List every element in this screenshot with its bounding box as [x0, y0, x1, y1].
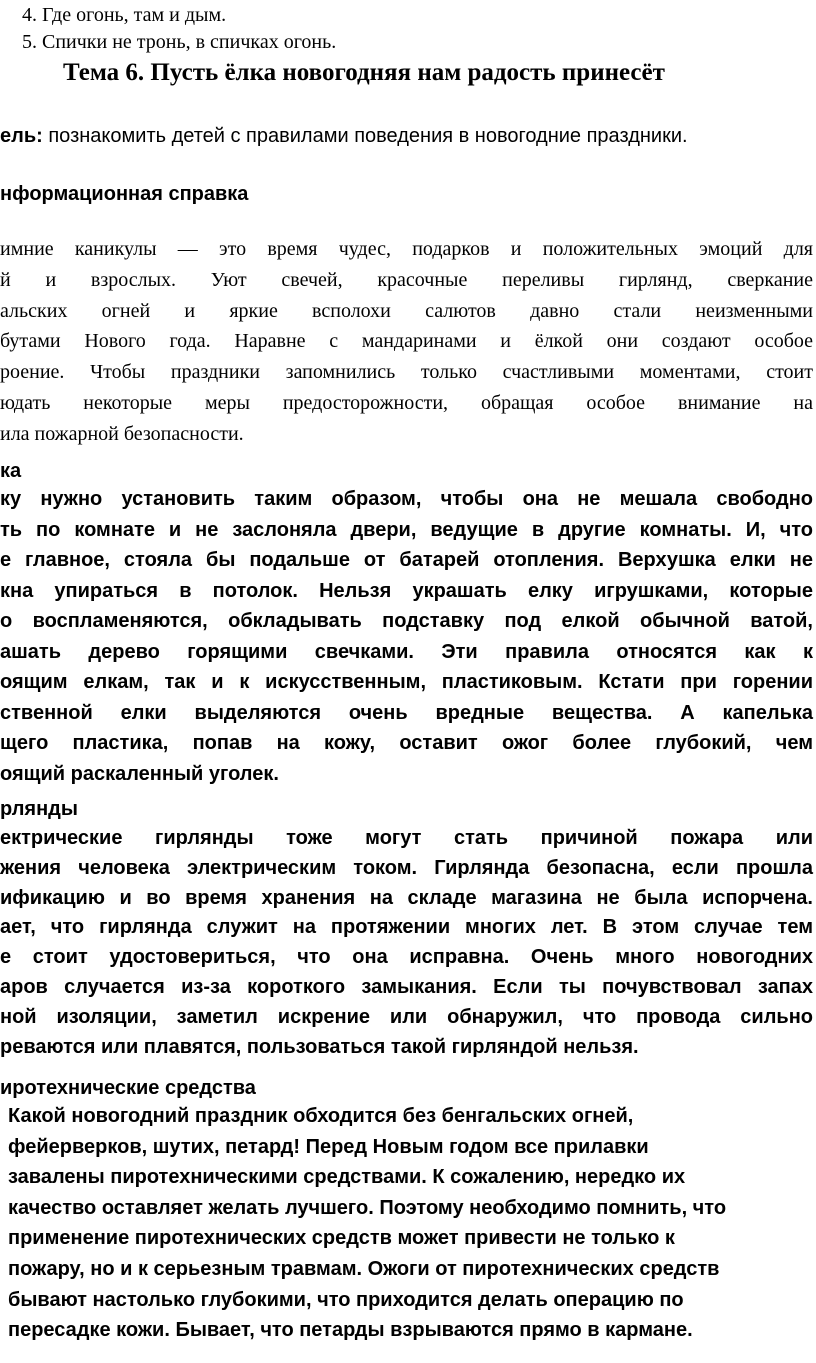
page-title: Тема 6. Пусть ёлка новогодняя нам радость принесёт: [63, 59, 665, 86]
pyro-line: применение пиротехнических средств может привести не только к: [8, 1227, 675, 1250]
list-item-4: 4. Где огонь, там и дым.: [22, 4, 227, 26]
goal-text: познакомить детей с правилами поведения в новогодние праздники.: [42, 125, 688, 147]
pyro-line: завалены пиротехническими средствами. К сожалению, нередко их: [8, 1166, 686, 1189]
section-heading-pyro: иротехнические средства: [0, 1077, 256, 1099]
info-line: роение. Чтобы праздники запомнились только счастливыми моментами, стоит: [0, 361, 813, 384]
garland-line: ификацию и во время хранения на складе магазина не была испорчена.: [0, 886, 813, 909]
tree-line: ку нужно установить таким образом, чтобы она не мешала свободно: [0, 488, 813, 510]
pyro-line: Какой новогодний праздник обходится без бенгальских огней,: [8, 1105, 634, 1127]
tree-line: кна упираться в потолок. Нельзя украшать елку игрушками, которые: [0, 579, 813, 602]
garland-line: реваются или плавятся, пользоваться такой гирляндой нельзя.: [0, 1035, 639, 1058]
tree-line: оящим елкам, так и к искусственным, пластиковым. Кстати при горении: [0, 671, 813, 693]
garland-line: ектрические гирлянды тоже могут стать причиной пожара или: [0, 827, 813, 849]
tree-line: ашать дерево горящими свечками. Эти правила относятся как к: [0, 640, 813, 663]
info-line: юдать некоторые меры предосторожности, обращая особое внимание на: [0, 392, 813, 414]
pyro-line: фейерверков, шутих, петард! Перед Новым годом все прилавки: [8, 1135, 649, 1158]
garland-line: ной изоляции, заметил искрение или обнаружил, что провода сильно: [0, 1005, 813, 1028]
info-line: ила пожарной безопасности.: [0, 422, 244, 445]
info-line: имние каникулы — это время чудес, подарков и положительных эмоций для: [0, 238, 813, 260]
garland-line: е стоит удостовериться, что она исправна. Очень много новогодних: [0, 946, 813, 969]
goal-label: ель:: [0, 125, 43, 147]
section-heading-tree: ка: [0, 460, 22, 482]
pyro-line: пересадке кожи. Бывает, что петарды взрываются прямо в кармане.: [8, 1319, 693, 1342]
tree-line: щего пластика, попав на кожу, оставит ожог более глубокий, чем: [0, 732, 813, 754]
info-line: бутами Нового года. Наравне с мандаринами и ёлкой они создают особое: [0, 330, 813, 353]
info-line: альских огней и яркие всполохи салютов давно стали неизменными: [0, 299, 813, 322]
tree-line: о воспламеняются, обкладывать подставку под елкой обычной ватой,: [0, 610, 813, 632]
garland-line: ает, что гирлянда служит на протяжении многих лет. В этом случае тем: [0, 916, 813, 939]
tree-line: оящий раскаленный уголек.: [0, 762, 279, 785]
list-item-5: 5. Спички не тронь, в спичках огонь.: [22, 31, 337, 53]
pyro-line: пожару, но и к серьезным травмам. Ожоги от пиротехнических средств: [8, 1258, 720, 1280]
info-line: й и взрослых. Уют свечей, красочные переливы гирлянд, сверкание: [0, 268, 813, 291]
section-heading-info: нформационная справка: [0, 183, 249, 205]
garland-line: аров случается из-за короткого замыкания. Если ты почувствовал запах: [0, 976, 813, 998]
tree-line: ть по комнате и не заслоняла двери, ведущие в другие комнаты. И, что: [0, 518, 813, 541]
garland-line: жения человека электрическим током. Гирлянда безопасна, если прошла: [0, 856, 813, 879]
pyro-line: бывают настолько глубокими, что приходится делать операцию по: [8, 1288, 684, 1311]
tree-line: ственной елки выделяются очень вредные вещества. А капелька: [0, 701, 813, 724]
pyro-line: качество оставляет желать лучшего. Поэтому необходимо помнить, что: [8, 1196, 727, 1219]
section-heading-garland: рлянды: [0, 798, 78, 820]
tree-line: е главное, стояла бы подальше от батарей отопления. Верхушка елки не: [0, 549, 813, 571]
goal-line: [0, 123, 688, 149]
